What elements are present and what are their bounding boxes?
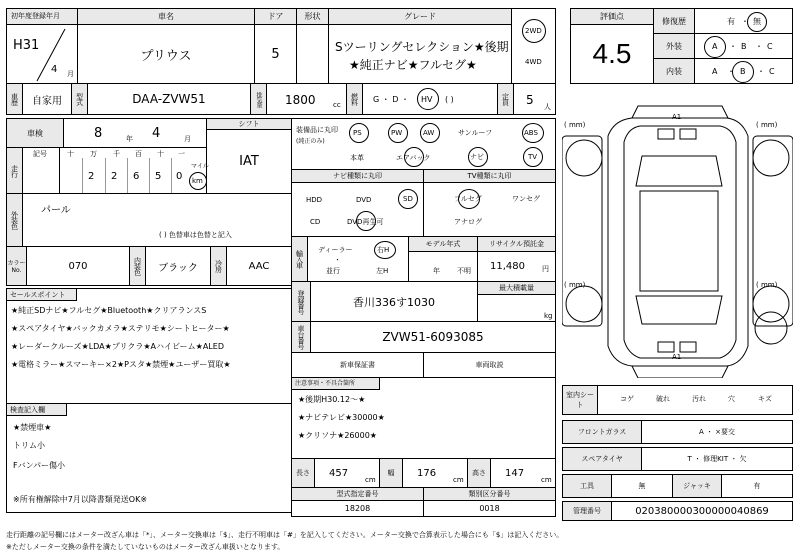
first-reg-slash [7,25,79,85]
inspector-box: 検査記入欄 ★禁煙車★ トリム小 Fバンパー傷小 ※所有権解除中7月以降書類発送OK※ [6,403,292,513]
navi-label: ナビ種類に丸印 [333,172,382,180]
sales-points-box: セールスポイント ★純正SDナビ★フルセグ★Bluetooth★クリアランスS ★スペアタイヤ★バックカメラ★ステリモ★シートヒーター★ ★レーダークルーズ★LDA★プリクラ★Aハイビーム★ALED ★電格ミラー★スマーキー×2★Pスタ★禁煙★ユーザー買取★ [6,288,292,404]
mileage-cell: 記号 十 万 千 百 十 一 2 2 6 5 0 マイル km [22,147,207,194]
first-reg-month: 4 [51,64,58,75]
import-label: 輸入車 [295,250,304,268]
spare-label: スペアタイヤ [581,455,623,463]
drive-cell [511,8,556,84]
inspection-year: 8 [94,126,103,141]
recycle-value: 11,480 [490,261,525,272]
inspection-month: 4 [152,126,161,141]
seat-label: 室内シート [566,391,594,409]
footer-line2: ※ただしメーター交換の条件を満たしていないものはメーター改ざん車扱いとなります。 [6,543,285,551]
int-color-value: ブラック [158,262,198,274]
windshield-label: フロントガラス [577,428,627,436]
model-year-label: モデル年式 [425,240,461,248]
width-value: 176 [417,468,437,479]
footer-line1: 走行距離の記号欄にはメーター改ざん車は「*」、メーター交換車は「$」、走行不明車は「#」を記入してください。メーター交換で合算表示した場合にも「$」は記入ください。 [6,531,564,539]
shift-value: IAT [239,154,259,169]
notes-box: 注意事項・不具合箇所 ★後期H30.12～★ ★ナビテレビ★30000★ ★クリソナ★26000★ [291,377,556,459]
color-value: パール [41,205,71,216]
car-diagram: A1 A1 ( mm) ( mm) ( mm) ( mm) [562,96,793,378]
displacement-value: 1800 [285,93,316,107]
usage-label: 車歴 [10,93,19,105]
mileage-label: 走行 [10,164,19,177]
warranty-label: 新車保証書 [340,361,375,369]
drive-4wd: 4WD [525,58,542,66]
int-color-label: 内装色 [133,257,142,275]
capacity-label: 定員 [501,93,510,105]
score-value: 4.5 [592,38,632,69]
tools-label: 工具 [580,482,594,490]
model-label: 型式 [75,93,84,105]
chassis-value: ZVW51-6093085 [382,330,484,344]
shape-label: 形状 [304,12,321,21]
model-number-value: 18208 [344,504,371,513]
usage-value: 自家用 [32,95,62,107]
shift-label: シフト [238,120,260,128]
door-label: ドア [267,12,284,21]
ownership-note: ※所有権解除中7月以降書類発送OK※ [13,495,148,504]
class-number-value: 0018 [479,504,500,513]
car-name-label: 車名 [158,12,174,21]
inspector-label: 検査記入欄 [10,406,45,414]
windshield-value: A ・ ×要交 [698,428,736,436]
model-value: DAA-ZVW51 [132,92,206,106]
shape-value-cell [296,24,329,84]
ac-label: 冷房 [214,260,223,272]
length-value: 457 [329,468,349,479]
length-label: 長さ [296,469,310,477]
chassis-label: 車台番号 [297,325,305,349]
tools-value: 無 [638,482,646,490]
model-number-label: 型式指定番号 [336,490,379,498]
diagram-a1-front: A1 [672,113,682,121]
equipment-label: 装備品に丸印 [296,126,338,134]
recycle-label: リサイクル預託金 [488,240,545,248]
spare-value: T ・ 修理KIT ・ 欠 [687,455,747,463]
score-block: 評価点 4.5 修復歴 有 ・ 無 外装 A ・ B ・ C 内装 A ・ B ・ C [570,8,793,84]
max-load-label: 最大積載量 [499,284,534,292]
repair-label: 修復歴 [662,16,686,26]
jack-label: ジャッキ [683,482,711,490]
registration-label: 登録番号 [297,289,305,314]
first-reg-cell: H31 4 月 [6,24,78,84]
color-no-label: カラーNo. [7,260,26,274]
capacity-value: 5 [526,93,534,107]
first-reg-era: H31 [13,38,40,53]
spare-wheel [755,312,787,344]
registration-value: 香川336す1030 [353,295,435,309]
jack-value: 有 [753,482,761,490]
control-label: 管理番号 [573,507,601,515]
car-name-value: プリウス [140,48,192,64]
drive-2wd: 2WD [525,27,542,35]
mileage-km: km [192,177,203,185]
color-label: 外装色 [10,211,19,229]
score-label: 評価点 [600,12,624,21]
fuel-label: 燃料 [350,93,359,105]
manual-label: 車両取説 [475,361,504,369]
equipment-cell: 装備品に丸印 (純正のみ) PS PW AW サンルーフ ABS 本革 エアバック ナビ TV [291,118,556,170]
inspection-label: 車検 [27,128,43,138]
fuel-hv: HV [421,95,433,104]
height-value: 147 [505,468,525,479]
sales-points-label: セールスポイント [10,291,66,299]
repair-no: 無 [753,17,761,26]
notes-label: 注意事項・不具合箇所 [295,380,356,387]
grade-label: グレード [404,12,436,21]
first-reg-label-cell [6,8,78,25]
first-reg-label: 初年度登録年月 [11,12,60,20]
door-value: 5 [271,46,280,62]
ac-value: AAC [248,260,270,272]
interior-label: 内装 [666,66,682,76]
color-no-value: 070 [68,260,88,272]
diagram-a1-rear: A1 [672,353,682,361]
control-value: 020380000300000040869 [635,505,769,517]
tv-label: TV種類に丸印 [467,172,512,180]
grade-line1: Sツーリングセレクション★後期 [335,40,509,54]
width-label: 幅 [387,469,395,477]
displacement-label: 排気量 [255,91,262,107]
height-label: 高さ [472,469,486,477]
grade-line2: ★純正ナビ★フルセグ★ [349,58,477,72]
class-number-label: 類別区分番号 [468,490,511,498]
exterior-label: 外装 [666,41,682,51]
